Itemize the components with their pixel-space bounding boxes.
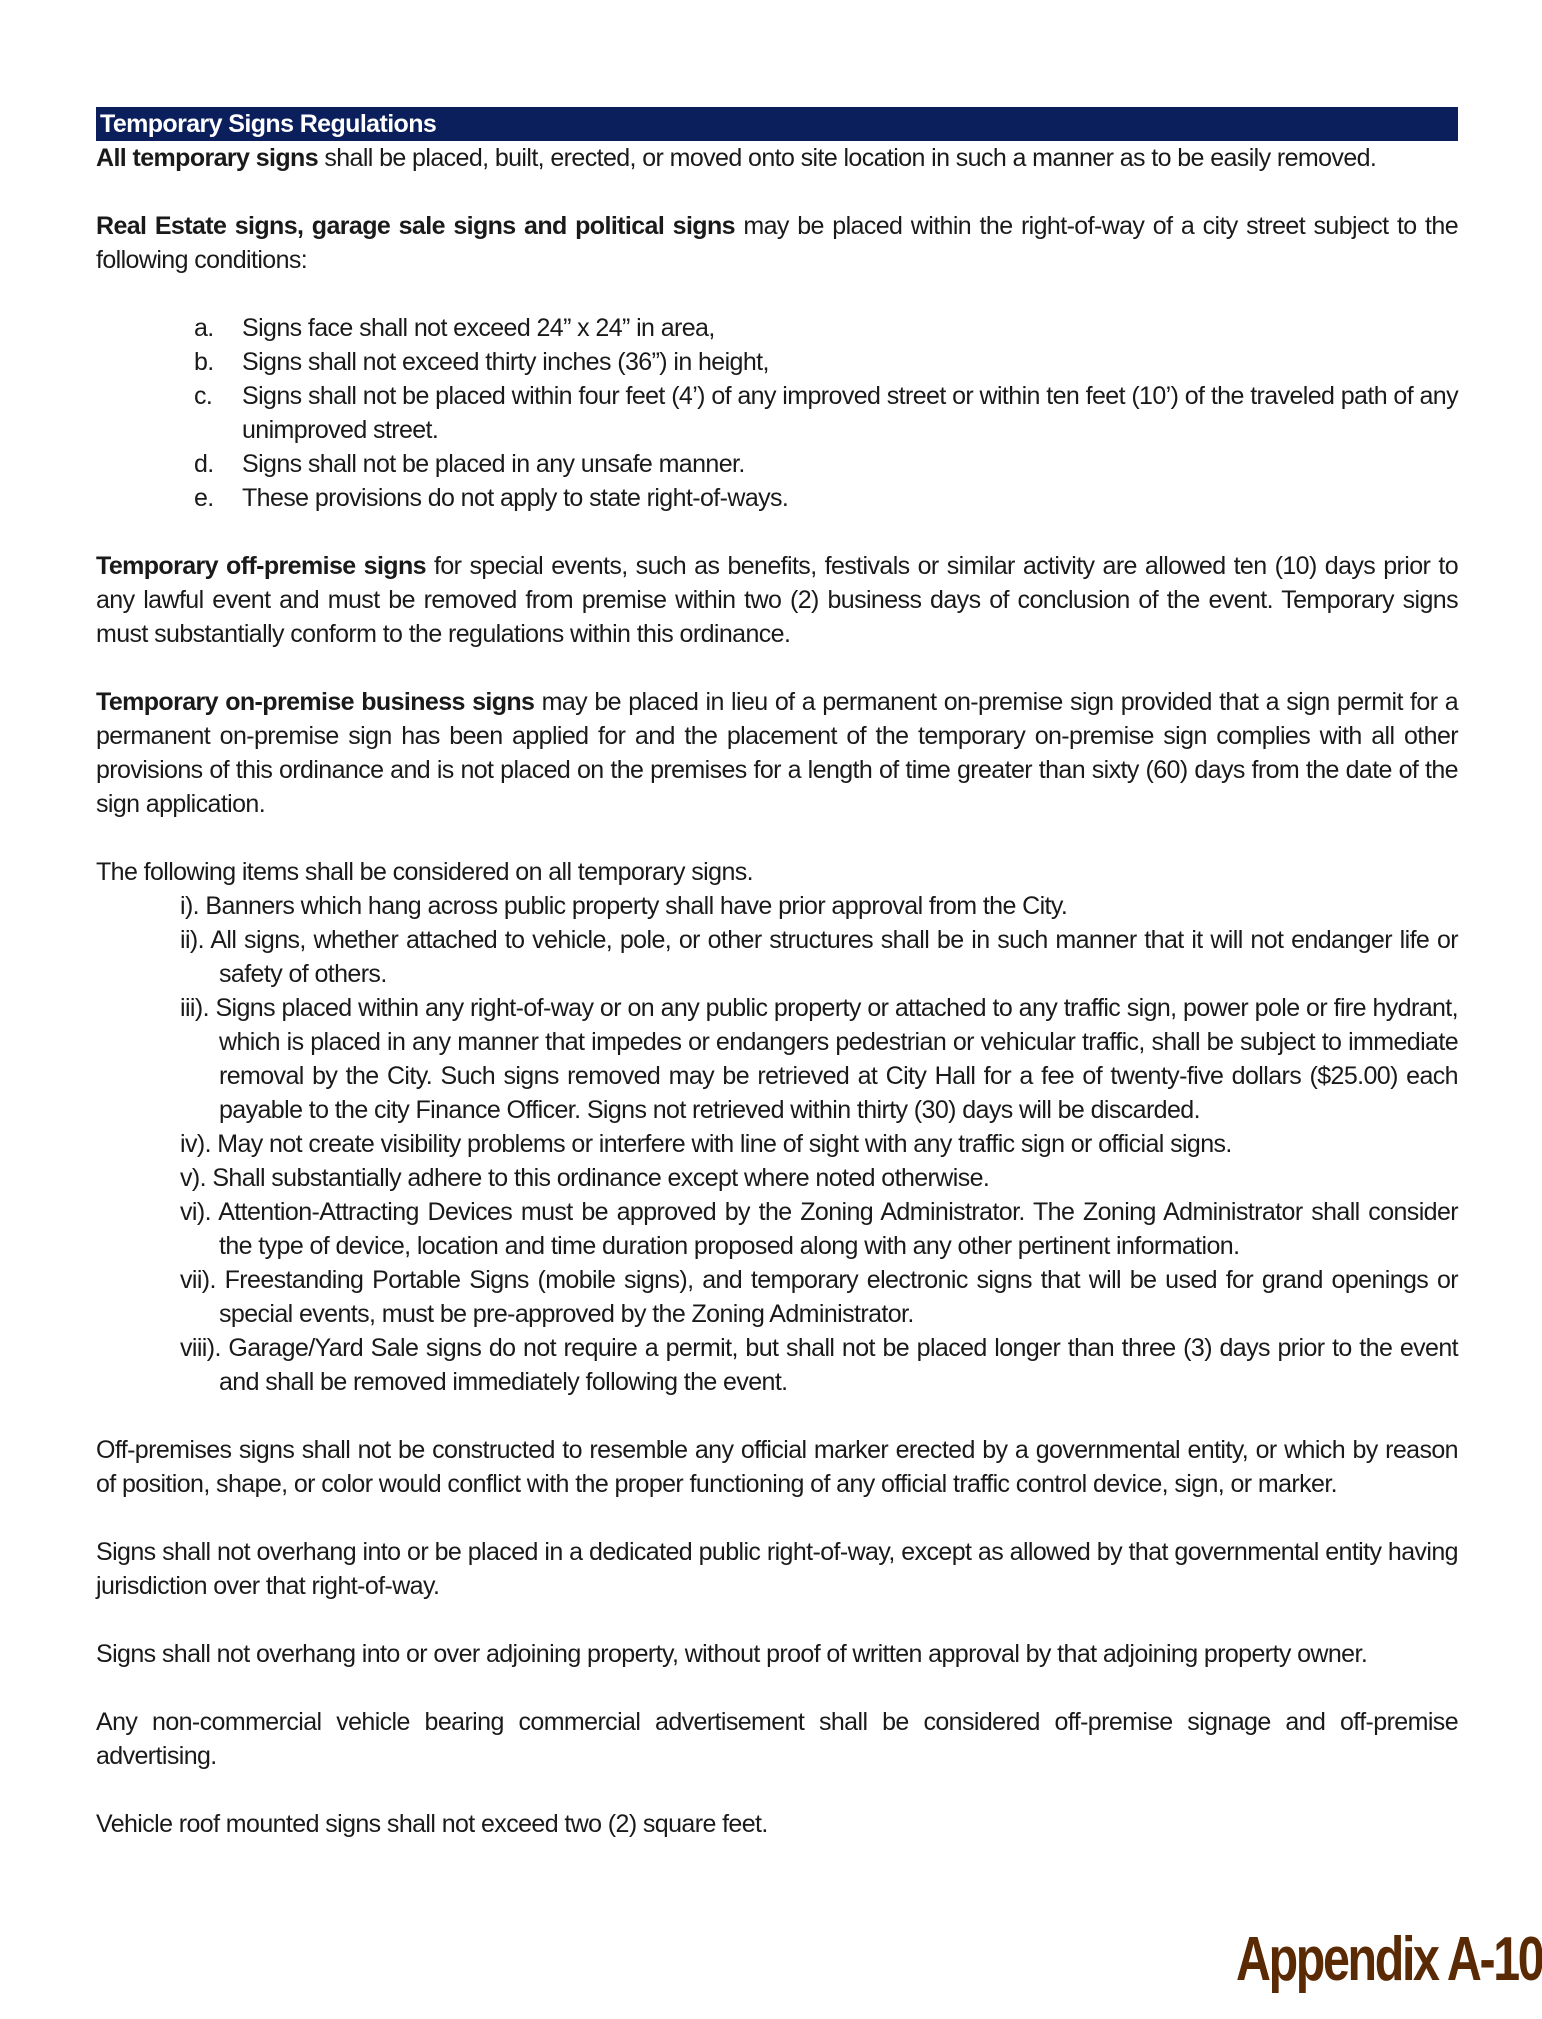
paragraph-lead: Real Estate signs, garage sale signs and political signs bbox=[96, 212, 735, 240]
list-item bbox=[96, 345, 1458, 379]
paragraph-real-estate-signs bbox=[96, 209, 1458, 277]
list-marker: c. bbox=[194, 382, 213, 410]
considered-items-list bbox=[96, 889, 1458, 1399]
paragraph-body: may be placed within the right-of-way of a city street subject to the following conditions: bbox=[96, 212, 1459, 274]
list-item: v). Shall substantially adhere to this ordinance except where noted otherwise. bbox=[180, 1164, 990, 1192]
list-item bbox=[96, 311, 1458, 345]
list-marker: b. bbox=[194, 348, 214, 376]
list-item: i). Banners which hang across public property shall have prior approval from the City. bbox=[180, 892, 1068, 920]
paragraph-adjoining-property: Signs shall not overhang into or over adjoining property, without proof of written approval by that adjoining property owner. bbox=[96, 1640, 1368, 1668]
list-text: These provisions do not apply to state right-of-ways. bbox=[242, 484, 789, 512]
list-item: iii). Signs placed within any right-of-way or on any public property or attached to any traffic sign, power pole or fire hydrant, which is placed in any manner that impedes or endangers pedestrian or vehicular traffic, shall be subject to immediate removal by the City. Such signs removed may be retrieved at City Hall for a fee of twenty-five dollars ($25.00) each payable to the city Finance Officer. Signs not retrieved within thirty (30) days will be discarded. bbox=[180, 994, 1458, 1124]
list-text: Signs shall not be placed in any unsafe manner. bbox=[242, 450, 745, 478]
section-header: Temporary Signs Regulations bbox=[96, 107, 1458, 141]
paragraph-lead: Temporary on-premise business signs bbox=[96, 688, 535, 716]
paragraph-body: may be placed in lieu of a permanent on-premise sign provided that a sign permit for a permanent on-premise sign has been applied for and the placement of the temporary on-premise sign complies with all other provisions of this ordinance and is not placed on the premises for a length of time greater than sixty (60) days from the date of the sign application. bbox=[96, 688, 1458, 818]
paragraph-on-premise-signs bbox=[96, 685, 1458, 821]
list-item bbox=[96, 447, 1458, 481]
list-marker: a. bbox=[194, 314, 214, 342]
paragraph-considered-items-intro: The following items shall be considered on all temporary signs. bbox=[96, 858, 753, 886]
paragraph-body: for special events, such as benefits, festivals or similar activity are allowed ten (10) days prior to any lawful event and must be removed from premise within two (2) business days of conclusion of the event. Temporary signs must substantially conform to the regulations within this ordinance. bbox=[96, 552, 1458, 648]
conditions-list bbox=[96, 311, 1458, 515]
paragraph-lead: Temporary off-premise signs bbox=[96, 552, 426, 580]
list-text: Signs shall not be placed within four feet (4’) of any improved street or within ten feet (10’) of the traveled path of any unimproved street. bbox=[242, 382, 1458, 444]
list-item: vi). Attention-Attracting Devices must be approved by the Zoning Administrator. The Zoning Administrator shall consider the type of device, location and time duration proposed along with any other pertinent information. bbox=[180, 1198, 1458, 1260]
paragraph-vehicle-advertisement: Any non-commercial vehicle bearing commercial advertisement shall be considered off-premise signage and off-premise advertising. bbox=[96, 1708, 1458, 1770]
list-item bbox=[96, 379, 1458, 447]
paragraph-off-premise-signs bbox=[96, 549, 1458, 651]
list-marker: e. bbox=[194, 484, 214, 512]
paragraph-off-premises-resemblance: Off-premises signs shall not be constructed to resemble any official marker erected by a governmental entity, or which by reason of position, shape, or color would conflict with the proper functioning of any official traffic control device, sign, or marker. bbox=[96, 1436, 1458, 1498]
list-item: viii). Garage/Yard Sale signs do not require a permit, but shall not be placed longer than three (3) days prior to the event and shall be removed immediately following the event. bbox=[180, 1334, 1458, 1396]
appendix-label: Appendix A-10 bbox=[1236, 1925, 1542, 1994]
list-item: vii). Freestanding Portable Signs (mobile signs), and temporary electronic signs that will be used for grand openings or special events, must be pre-approved by the Zoning Administrator. bbox=[180, 1266, 1458, 1328]
list-text: Signs shall not exceed thirty inches (36”) in height, bbox=[242, 348, 769, 376]
paragraph-all-temporary-signs bbox=[96, 141, 1458, 175]
list-item bbox=[96, 481, 1458, 515]
paragraph-roof-mounted-signs: Vehicle roof mounted signs shall not exceed two (2) square feet. bbox=[96, 1810, 768, 1838]
list-marker: d. bbox=[194, 450, 214, 478]
list-item: ii). All signs, whether attached to vehicle, pole, or other structures shall be in such manner that it will not endanger life or safety of others. bbox=[180, 926, 1458, 988]
paragraph-right-of-way-overhang: Signs shall not overhang into or be placed in a dedicated public right-of-way, except as allowed by that governmental entity having jurisdiction over that right-of-way. bbox=[96, 1538, 1458, 1600]
document-page bbox=[96, 107, 1458, 1841]
paragraph-body: shall be placed, built, erected, or moved onto site location in such a manner as to be easily removed. bbox=[318, 144, 1377, 172]
list-item: iv). May not create visibility problems or interfere with line of sight with any traffic sign or official signs. bbox=[180, 1130, 1232, 1158]
paragraph-lead: All temporary signs bbox=[96, 144, 318, 172]
list-text: Signs face shall not exceed 24” x 24” in area, bbox=[242, 314, 715, 342]
